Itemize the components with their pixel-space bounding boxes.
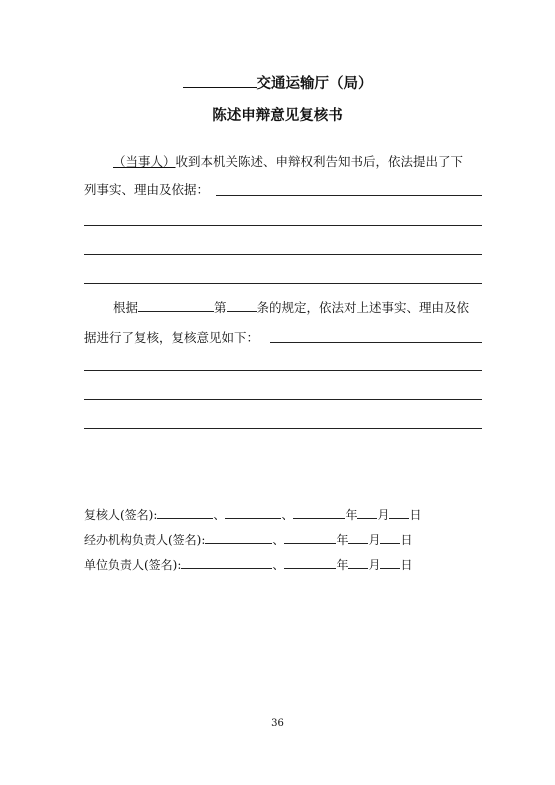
year-blank bbox=[284, 557, 336, 569]
month-label: 月 bbox=[377, 508, 390, 522]
review-fill-line-3 bbox=[84, 399, 482, 400]
month-blank bbox=[357, 507, 377, 519]
department-blank bbox=[183, 75, 257, 88]
document-title-line1 bbox=[0, 72, 555, 93]
facts-fill-line-2 bbox=[84, 225, 482, 226]
para1-text1: 收到本机关陈述、申辩权利告知书后，依法提出了下 bbox=[175, 154, 464, 169]
para2-text1: 条的规定，依法对上述事实、理由及依 bbox=[256, 300, 470, 315]
day-label: 日 bbox=[400, 533, 413, 547]
reviewer-signature-row bbox=[84, 506, 422, 523]
month-label: 月 bbox=[368, 558, 381, 572]
handler-signature-row bbox=[84, 531, 412, 548]
month-blank bbox=[348, 557, 368, 569]
unit-head-label: 单位负责人(签名): bbox=[84, 558, 182, 572]
review-fill-line-1 bbox=[270, 342, 482, 343]
facts-fill-line-4 bbox=[84, 283, 482, 284]
year-blank bbox=[284, 532, 336, 544]
article-blank bbox=[227, 299, 257, 312]
title-suffix: 交通运输厅（局） bbox=[256, 76, 373, 92]
facts-fill-line-1 bbox=[216, 195, 482, 196]
day-label: 日 bbox=[400, 558, 413, 572]
party-field: （当事人） bbox=[113, 154, 176, 169]
page-number: 36 bbox=[271, 718, 284, 729]
separator: 、 bbox=[213, 508, 226, 522]
separator: 、 bbox=[281, 508, 294, 522]
document-title: 陈述申辩意见复核书 bbox=[212, 108, 343, 124]
reviewer-label: 复核人(签名): bbox=[84, 508, 158, 522]
para1-line2 bbox=[84, 180, 209, 198]
para2-line2 bbox=[84, 328, 259, 346]
reviewer-sign-blank-1 bbox=[157, 507, 213, 519]
unit-head-sign-blank bbox=[181, 557, 272, 569]
day-blank bbox=[389, 507, 409, 519]
unit-head-signature-row bbox=[84, 556, 412, 573]
day-blank bbox=[380, 557, 400, 569]
review-fill-line-2 bbox=[84, 370, 482, 371]
day-label: 日 bbox=[409, 508, 422, 522]
para2-line1 bbox=[113, 298, 469, 316]
facts-fill-line-3 bbox=[84, 254, 482, 255]
month-label: 月 bbox=[368, 533, 381, 547]
year-label: 年 bbox=[336, 558, 349, 572]
year-label: 年 bbox=[336, 533, 349, 547]
separator: 、 bbox=[272, 533, 285, 547]
separator: 、 bbox=[272, 558, 285, 572]
para2-text2: 据进行了复核，复核意见如下： bbox=[84, 330, 260, 345]
handler-sign-blank bbox=[205, 532, 272, 544]
review-fill-line-4 bbox=[84, 428, 482, 429]
para1-text2: 列事实、理由及依据： bbox=[84, 182, 210, 197]
para2-start: 根据 bbox=[113, 300, 139, 315]
month-blank bbox=[348, 532, 368, 544]
para1-line1 bbox=[113, 152, 463, 170]
year-blank bbox=[293, 507, 345, 519]
regulation-blank bbox=[138, 299, 214, 312]
para2-mid: 第 bbox=[214, 300, 227, 315]
handler-label: 经办机构负责人(签名): bbox=[84, 533, 206, 547]
reviewer-sign-blank-2 bbox=[225, 507, 281, 519]
year-label: 年 bbox=[345, 508, 358, 522]
day-blank bbox=[380, 532, 400, 544]
